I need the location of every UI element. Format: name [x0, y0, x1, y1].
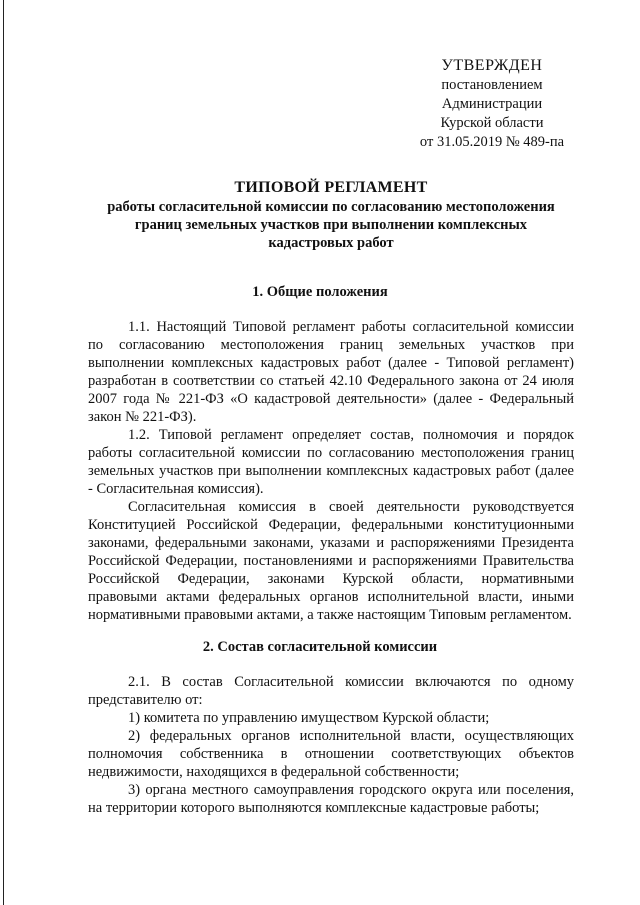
title-main: ТИПОВОЙ РЕГЛАМЕНТ: [234, 179, 428, 196]
paragraph-1-1: 1.1. Настоящий Типовой регламент работы согласительной комиссии по согласованию местоположения границ земельных участков при выполнении комплексных кадастровых работ (далее - Типовой регламент) разработан в соответствии со статьей 42.10 Федерального закона от 24 июля 2007 года № 221-ФЗ «О кадастровой деятельности» (далее - Федеральный закон № 221-ФЗ).: [88, 319, 574, 425]
approval-line-2: Курской области: [440, 115, 544, 131]
paragraph-2-1: 2.1. В состав Согласительной комиссии включаются по одному представителю от:: [88, 674, 574, 708]
document-title: [96, 178, 566, 252]
list-item-3: 3) органа местного самоуправления городского округа или поселения, на территории которого выполняются комплексные кадастровые работы;: [88, 782, 574, 816]
list-item-2: 2) федеральных органов исполнительной власти, осуществляющих полномочия собственника в отношении соответствующих объектов недвижимости, находящихся в федеральной собственности;: [88, 728, 574, 780]
section-2-heading: 2. Состав согласительной комиссии: [202, 639, 438, 655]
paragraph-1-3: Согласительная комиссия в своей деятельности руководствуется Конституцией Российской Федерации, федеральными конституционными законами, федеральными законами, указами и распоряжениями Президента Российской Федерации, постановлениями и распоряжениями Правительства Российской Федерации, законами Курской области, нормативными правовыми актами федеральных органов исполнительной власти, иными нормативными правовыми актами, а также настоящим Типовым регламентом.: [88, 499, 574, 623]
page-edge-line: [3, 0, 4, 905]
approval-line-3: от 31.05.2019 № 489-па: [419, 134, 565, 150]
title-subtitle: работы согласительной комиссии по согласованию местоположения границ земельных участков при выполнении комплексных кадастровых работ: [107, 199, 555, 251]
approval-stamp: [392, 56, 592, 152]
section-1-body: [88, 318, 574, 624]
paragraph-1-2: 1.2. Типовой регламент определяет состав, полномочия и порядок работы согласительной комиссии по согласованию местоположения границ земельных участков при выполнении комплексных кадастровых работ (далее - Согласительная комиссия).: [88, 427, 574, 497]
list-item-1: 1) комитета по управлению имуществом Курской области;: [128, 710, 490, 726]
approved-label: УТВЕРЖДЕН: [441, 57, 543, 74]
approval-line-1: постановлением Администрации: [441, 77, 543, 112]
section-1-heading: 1. Общие положения: [252, 284, 388, 300]
section-2-body: [88, 673, 574, 817]
